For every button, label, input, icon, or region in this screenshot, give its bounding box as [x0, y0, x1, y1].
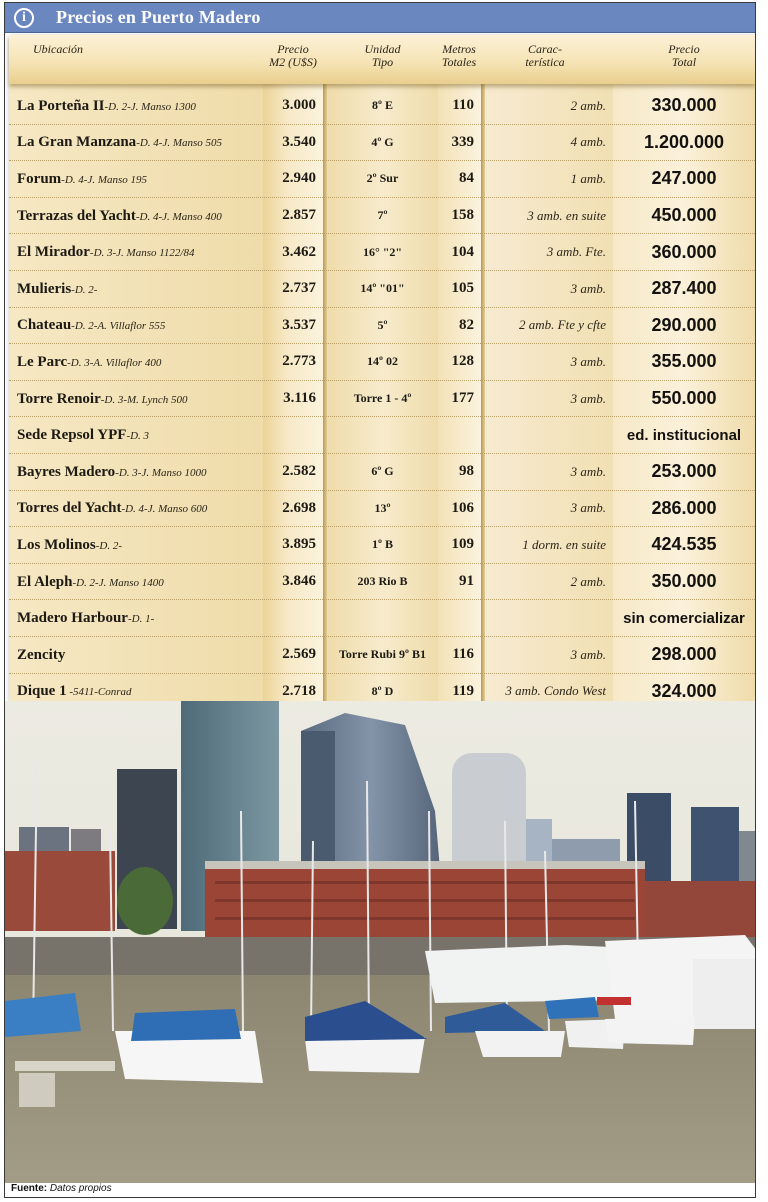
cell-ubicacion: [17, 600, 267, 636]
building-address: -D. 2-: [95, 539, 123, 552]
building-name: Madero Harbour: [17, 610, 128, 627]
cell-metros: 109: [451, 536, 474, 553]
cell-ubicacion: [17, 454, 267, 490]
source-footer: [11, 1183, 112, 1194]
cell-unidad: 13º: [374, 500, 391, 515]
cell-unidad: 16° "2": [362, 244, 403, 259]
building-address: -D. 1-: [127, 613, 155, 626]
table-header: [9, 35, 755, 84]
cell-precio-total: 247.000: [651, 168, 717, 189]
cell-metros: 158: [451, 207, 474, 224]
header-caracteristica: Carac- terística: [525, 42, 565, 69]
table-row: [9, 674, 755, 710]
cell-metros: 105: [451, 280, 474, 297]
table-row: [9, 491, 755, 528]
cell-precio-total: 360.000: [651, 241, 717, 262]
cell-unidad: 8º D: [371, 683, 394, 698]
table-row: [9, 308, 755, 345]
cell-ubicacion: [17, 161, 267, 197]
cell-precio-m2: 3.540: [282, 133, 316, 150]
cell-ubicacion: [17, 674, 267, 710]
cell-unidad: 4º G: [371, 134, 394, 149]
cell-unidad: 6º G: [371, 464, 394, 479]
cell-precio-m2: 3.537: [282, 316, 316, 333]
building-name: Torres del Yacht: [17, 500, 122, 517]
table-row: [9, 600, 755, 637]
cell-precio-total: 355.000: [651, 351, 717, 372]
cell-precio-m2: [263, 417, 316, 453]
cell-precio-total: 286.000: [651, 497, 717, 518]
cell-metros: 177: [451, 390, 474, 407]
building-name: Torre Renoir: [17, 390, 101, 407]
cell-metros: 91: [459, 573, 474, 590]
cell-unidad: [327, 600, 438, 636]
cell-precio-total: 350.000: [651, 571, 717, 592]
table-row: [9, 564, 755, 601]
cell-ubicacion: [17, 308, 267, 344]
cell-metros: [438, 600, 474, 636]
building-name: Bayres Madero: [17, 463, 116, 480]
cell-precio-total: 550.000: [651, 388, 717, 409]
page-title: Precios en Puerto Madero: [56, 7, 261, 27]
price-table: [9, 35, 755, 701]
building-name: Zencity: [17, 646, 66, 663]
cell-caracteristica: 3 amb.: [570, 280, 606, 296]
cell-caracteristica: 2 amb. Fte y cfte: [519, 317, 606, 333]
cell-precio-total: 253.000: [651, 461, 717, 482]
building-name: Forum: [17, 170, 62, 187]
cell-unidad: 5º: [377, 317, 388, 332]
cell-unidad: 2º Sur: [366, 171, 399, 186]
building-name: Le Parc: [17, 353, 68, 370]
cell-unidad: 14º "01": [360, 281, 405, 296]
cell-ubicacion: [17, 527, 267, 563]
cell-precio-m2: 2.569: [282, 646, 316, 663]
cell-precio-m2: 3.846: [282, 573, 316, 590]
cell-precio-total: 330.000: [651, 95, 717, 116]
table-body: [9, 88, 755, 709]
table-row: [9, 344, 755, 381]
infographic-frame: [4, 2, 756, 1198]
cell-precio-m2: 2.857: [282, 207, 316, 224]
building-address: -D. 3: [126, 430, 150, 443]
cell-precio-m2: [263, 600, 316, 636]
building-name: La Gran Manzana: [17, 134, 137, 151]
cell-precio-total: ed. institucional: [626, 426, 742, 444]
cell-precio-m2: 2.718: [282, 682, 316, 699]
title-bar: [5, 3, 755, 33]
building-name: La Porteña II: [17, 97, 105, 114]
cell-precio-m2: 2.698: [282, 499, 316, 516]
cell-caracteristica: 3 amb.: [570, 390, 606, 406]
cell-metros: 110: [452, 97, 474, 114]
building-address: -D. 4-J. Manso 600: [121, 503, 208, 516]
source-value: Datos propios: [49, 1183, 112, 1194]
building-address: -D. 3-J. Manso 1122/84: [89, 247, 195, 260]
cell-metros: 128: [451, 353, 474, 370]
cell-metros: 82: [459, 316, 474, 333]
cell-ubicacion: [17, 234, 267, 270]
table-row: [9, 161, 755, 198]
building-name: Sede Repsol YPF: [17, 427, 127, 444]
cell-unidad: [327, 417, 438, 453]
source-label: Fuente:: [11, 1183, 48, 1194]
cell-caracteristica: 3 amb.: [570, 646, 606, 662]
building-name: Terrazas del Yacht: [17, 207, 136, 224]
cell-unidad: 14º 02: [367, 354, 398, 369]
cell-unidad: 1º B: [372, 537, 393, 552]
cell-caracteristica: 3 amb.: [570, 353, 606, 369]
building-name: El Aleph: [17, 573, 73, 590]
table-row: [9, 125, 755, 162]
table-row: [9, 234, 755, 271]
table-row: [9, 381, 755, 418]
cell-precio-total: 287.400: [651, 278, 717, 299]
cell-ubicacion: [17, 381, 267, 417]
building-name: Los Molinos: [17, 536, 96, 553]
cell-precio-total: sin comercializar: [623, 609, 745, 627]
cell-precio-m2: 3.116: [283, 390, 316, 407]
cell-ubicacion: [17, 198, 267, 234]
cell-ubicacion: [17, 88, 267, 124]
cell-unidad: Torre 1 - 4º: [353, 391, 412, 406]
building-address: -5411-Conrad: [66, 686, 132, 699]
cell-caracteristica: 3 amb.: [570, 500, 606, 516]
cell-caracteristica: 1 amb.: [570, 170, 606, 186]
cell-precio-total: 298.000: [651, 644, 717, 665]
building-address: -D. 4-J. Manso 505: [136, 137, 223, 150]
cell-ubicacion: [17, 491, 267, 527]
cell-precio-total: 424.535: [651, 534, 717, 555]
cell-metros: 119: [452, 682, 474, 699]
building-name: El Mirador: [17, 244, 90, 261]
cell-precio-total: 1.200.000: [643, 131, 725, 152]
cell-precio-m2: 2.582: [282, 463, 316, 480]
building-address: -D. 3-J. Manso 1000: [115, 466, 207, 479]
cell-caracteristica: [477, 417, 606, 453]
header-ubicacion: Ubicación: [33, 42, 83, 56]
building-name: Chateau: [17, 317, 72, 334]
header-precio-total: Precio Total: [668, 42, 700, 69]
marina-photo: [5, 701, 755, 1183]
cell-ubicacion: [17, 271, 267, 307]
header-metros: Metros Totales: [441, 42, 477, 69]
table-row: [9, 454, 755, 491]
cell-precio-m2: 3.462: [282, 243, 316, 260]
cell-ubicacion: [17, 125, 267, 161]
cell-precio-total: 450.000: [651, 205, 717, 226]
cell-unidad: 203 Rio B: [357, 574, 408, 589]
cell-caracteristica: 3 amb.: [570, 463, 606, 479]
cell-caracteristica: 4 amb.: [570, 134, 606, 150]
cell-caracteristica: 2 amb.: [570, 97, 606, 113]
cell-metros: 116: [452, 646, 474, 663]
puerto-madero-photo-illustration: [5, 701, 755, 1183]
cell-ubicacion: [17, 564, 267, 600]
cell-ubicacion: [17, 417, 267, 453]
cell-precio-total: 290.000: [651, 314, 717, 335]
building-address: -D. 4-J. Manso 400: [135, 210, 222, 223]
cell-ubicacion: [17, 344, 267, 380]
info-icon: i: [14, 8, 34, 28]
cell-ubicacion: [17, 637, 267, 673]
table-row: [9, 527, 755, 564]
cell-caracteristica: 3 amb. Fte.: [546, 244, 606, 260]
table-row: [9, 198, 755, 235]
header-precio-m2: Precio M2 (U$S): [269, 42, 317, 69]
building-address: -D. 2-A. Villaflor 555: [71, 320, 166, 333]
cell-precio-m2: 3.000: [282, 97, 316, 114]
table-row: [9, 271, 755, 308]
cell-metros: 339: [451, 133, 474, 150]
cell-precio-m2: 2.773: [282, 353, 316, 370]
building-name: Dique 1: [17, 683, 67, 700]
building-address: -D. 2-J. Manso 1400: [72, 576, 164, 589]
cell-precio-total: 324.000: [651, 680, 717, 701]
cell-metros: 84: [459, 170, 474, 187]
table-row: [9, 88, 755, 125]
cell-precio-m2: 2.940: [282, 170, 316, 187]
cell-caracteristica: 3 amb. Condo West: [505, 683, 606, 699]
building-name: Mulieris: [17, 280, 72, 297]
cell-caracteristica: 3 amb. en suite: [527, 207, 606, 223]
cell-metros: 104: [451, 243, 474, 260]
building-address: -D. 2-J. Manso 1300: [104, 100, 196, 113]
cell-metros: [438, 417, 474, 453]
table-row: [9, 637, 755, 674]
cell-precio-m2: 2.737: [282, 280, 316, 297]
building-address: -D. 3-A. Villaflor 400: [67, 356, 162, 369]
building-address: -D. 4-J. Manso 195: [61, 173, 148, 186]
cell-metros: 98: [459, 463, 474, 480]
cell-caracteristica: [477, 600, 606, 636]
building-address: -D. 2-: [71, 283, 98, 296]
header-unidad: Unidad Tipo: [364, 42, 401, 69]
cell-unidad: 8º E: [372, 98, 393, 113]
table-row: [9, 417, 755, 454]
cell-caracteristica: 2 amb.: [570, 573, 606, 589]
cell-metros: 106: [451, 499, 474, 516]
building-address: -D. 3-M. Lynch 500: [100, 393, 188, 406]
cell-precio-m2: 3.895: [282, 536, 316, 553]
cell-caracteristica: 1 dorm. en suite: [522, 536, 606, 552]
cell-unidad: Torre Rubi 9º B1: [339, 647, 426, 662]
cell-unidad: 7º: [377, 208, 388, 223]
